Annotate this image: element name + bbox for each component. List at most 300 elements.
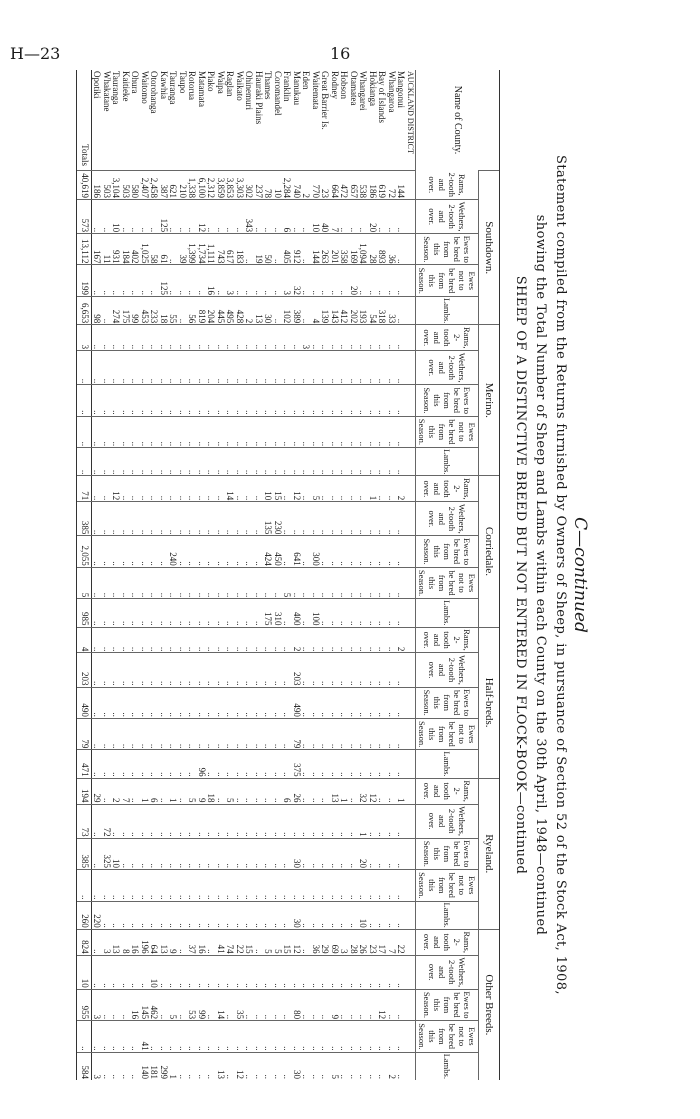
table-cell: .. bbox=[273, 265, 283, 297]
table-cell: .. bbox=[178, 416, 188, 448]
table-cell: .. bbox=[225, 1021, 235, 1053]
table-cell: 28 bbox=[349, 929, 359, 955]
table-cell: .. bbox=[197, 869, 207, 901]
table-cell: .. bbox=[206, 200, 216, 234]
table-cell: 6 bbox=[282, 778, 292, 804]
table-cell: 40 bbox=[320, 200, 330, 234]
table-cell: 495 bbox=[225, 297, 235, 325]
table-cell: 2 bbox=[301, 171, 311, 200]
table-cell: .. bbox=[168, 351, 178, 385]
table-row bbox=[187, 70, 197, 1080]
table-cell: .. bbox=[396, 448, 406, 476]
table-cell: .. bbox=[387, 200, 397, 234]
table-cell: .. bbox=[216, 502, 226, 536]
table-cell: .. bbox=[149, 200, 159, 234]
rotated-table-page bbox=[5, 70, 600, 1080]
table-cell: 6,100 bbox=[197, 171, 207, 200]
table-cell: .. bbox=[254, 476, 264, 502]
table-cell: .. bbox=[358, 476, 368, 502]
table-cell: .. bbox=[254, 929, 264, 955]
table-cell: .. bbox=[178, 599, 188, 627]
table-cell: .. bbox=[92, 750, 102, 778]
table-cell: 10 bbox=[111, 838, 121, 869]
table-cell: .. bbox=[168, 718, 178, 750]
table-cell: .. bbox=[216, 385, 226, 416]
table-cell: .. bbox=[206, 838, 216, 869]
table-cell: 14 bbox=[216, 989, 226, 1020]
table-cell: .. bbox=[244, 901, 254, 929]
table-cell: 12 bbox=[368, 778, 378, 804]
table-cell: .. bbox=[254, 653, 264, 687]
table-cell: 10 bbox=[111, 200, 121, 234]
table-cell: .. bbox=[168, 869, 178, 901]
table-cell: 619 bbox=[377, 171, 387, 200]
table-cell: .. bbox=[339, 901, 349, 929]
table-cell: 664 bbox=[330, 171, 340, 200]
table-cell: .. bbox=[225, 325, 235, 351]
table-cell: .. bbox=[273, 687, 283, 718]
table-cell: 79 bbox=[292, 718, 302, 750]
table-cell: .. bbox=[349, 448, 359, 476]
table-cell: .. bbox=[102, 1021, 112, 1053]
table-cell: .. bbox=[102, 502, 112, 536]
table-cell: .. bbox=[159, 416, 169, 448]
table-cell: .. bbox=[197, 901, 207, 929]
table-cell: .. bbox=[216, 804, 226, 838]
table-cell: .. bbox=[92, 200, 102, 234]
table-cell: .. bbox=[254, 778, 264, 804]
table-cell: .. bbox=[216, 1021, 226, 1053]
table-cell: .. bbox=[396, 200, 406, 234]
table-cell: .. bbox=[387, 1021, 397, 1053]
table-cell: 2 bbox=[396, 627, 406, 653]
table-cell: .. bbox=[330, 718, 340, 750]
table-cell: .. bbox=[235, 200, 245, 234]
table-cell: .. bbox=[263, 989, 273, 1020]
table-cell: .. bbox=[387, 750, 397, 778]
table-cell: .. bbox=[339, 627, 349, 653]
table-cell: .. bbox=[111, 265, 121, 297]
table-cell: .. bbox=[140, 804, 150, 838]
table-cell: .. bbox=[197, 351, 207, 385]
table-cell: .. bbox=[301, 448, 311, 476]
table-cell: .. bbox=[187, 718, 197, 750]
table-cell: 16 bbox=[130, 929, 140, 955]
table-cell: .. bbox=[225, 536, 235, 567]
table-cell: .. bbox=[102, 869, 112, 901]
table-cell: 186 bbox=[92, 171, 102, 200]
statement-title-line-3: SHEEP OF A DISTINCTIVE BREED BUT NOT ENTERED IN FLOCK-BOOK—continued bbox=[513, 275, 528, 875]
totals-row bbox=[77, 70, 92, 1080]
subcolumn-header: Lambs. bbox=[416, 1052, 479, 1080]
table-cell: .. bbox=[178, 929, 188, 955]
table-cell: .. bbox=[301, 536, 311, 567]
table-row bbox=[311, 70, 321, 1080]
table-cell: .. bbox=[121, 265, 131, 297]
totals-cell: 40,619 bbox=[77, 171, 92, 200]
county-name: Waitomo bbox=[140, 71, 150, 104]
table-cell: 37 bbox=[187, 929, 197, 955]
table-cell: 12 bbox=[235, 1052, 245, 1080]
table-cell: .. bbox=[339, 989, 349, 1020]
table-cell: .. bbox=[197, 838, 207, 869]
table-cell: .. bbox=[311, 955, 321, 989]
table-cell: 1,338 bbox=[187, 171, 197, 200]
county-name: Taupo bbox=[178, 71, 188, 94]
table-cell bbox=[406, 718, 416, 750]
table-cell: 1 bbox=[339, 778, 349, 804]
county-name: Rodney bbox=[330, 71, 340, 99]
table-cell: 2 bbox=[396, 476, 406, 502]
table-cell: 201 bbox=[330, 234, 340, 265]
breed-group-header: Corriedale. bbox=[479, 476, 500, 627]
table-cell: .. bbox=[206, 901, 216, 929]
table-cell: .. bbox=[178, 1021, 188, 1053]
sheep-breed-table bbox=[76, 70, 500, 1080]
table-cell: 23 bbox=[320, 171, 330, 200]
subcolumn-header: Rams, 2-tooth and over. bbox=[416, 171, 479, 200]
table-cell: 55 bbox=[168, 297, 178, 325]
table-cell: .. bbox=[187, 653, 197, 687]
table-cell: 490 bbox=[292, 687, 302, 718]
table-cell: .. bbox=[301, 416, 311, 448]
county-name: Waitemata bbox=[311, 71, 321, 110]
table-cell: .. bbox=[387, 778, 397, 804]
table-cell: 18 bbox=[206, 778, 216, 804]
table-cell: .. bbox=[187, 448, 197, 476]
table-cell: .. bbox=[102, 989, 112, 1020]
table-cell: .. bbox=[140, 476, 150, 502]
table-cell: 99 bbox=[197, 989, 207, 1020]
table-cell: .. bbox=[244, 718, 254, 750]
table-cell: 1 bbox=[168, 1052, 178, 1080]
table-cell: .. bbox=[206, 653, 216, 687]
subcolumn-header: Ewes to be bred from this Season. bbox=[416, 234, 479, 265]
table-cell: .. bbox=[197, 718, 207, 750]
table-cell: 2,407 bbox=[140, 171, 150, 200]
table-cell: .. bbox=[111, 536, 121, 567]
table-cell: .. bbox=[263, 200, 273, 234]
table-cell: .. bbox=[187, 1021, 197, 1053]
table-cell: .. bbox=[197, 955, 207, 989]
county-name: Hokianga bbox=[368, 71, 378, 106]
table-cell: .. bbox=[282, 901, 292, 929]
table-cell: .. bbox=[377, 955, 387, 989]
table-cell: .. bbox=[92, 929, 102, 955]
table-cell: .. bbox=[178, 1052, 188, 1080]
table-cell: 210 bbox=[178, 171, 188, 200]
table-cell: .. bbox=[149, 687, 159, 718]
table-cell: .. bbox=[140, 416, 150, 448]
table-cell: .. bbox=[320, 955, 330, 989]
table-cell: .. bbox=[282, 351, 292, 385]
totals-cell: 824 bbox=[77, 929, 92, 955]
table-cell: .. bbox=[273, 955, 283, 989]
table-cell: .. bbox=[387, 448, 397, 476]
table-cell: .. bbox=[368, 750, 378, 778]
table-cell: .. bbox=[159, 955, 169, 989]
table-cell: .. bbox=[121, 838, 131, 869]
table-cell: .. bbox=[368, 1052, 378, 1080]
table-cell: .. bbox=[197, 599, 207, 627]
table-cell: 1 bbox=[368, 476, 378, 502]
totals-cell: 3 bbox=[77, 325, 92, 351]
table-cell: .. bbox=[330, 804, 340, 838]
table-cell: .. bbox=[149, 838, 159, 869]
table-cell: .. bbox=[377, 901, 387, 929]
table-cell: .. bbox=[358, 385, 368, 416]
table-cell: .. bbox=[149, 901, 159, 929]
table-cell: .. bbox=[140, 599, 150, 627]
table-cell: .. bbox=[387, 687, 397, 718]
subcolumn-header: Lambs. bbox=[416, 599, 479, 627]
totals-cell: 5 bbox=[77, 567, 92, 599]
table-cell: .. bbox=[235, 476, 245, 502]
table-cell: .. bbox=[377, 1021, 387, 1053]
table-cell: 5 bbox=[187, 778, 197, 804]
table-cell: .. bbox=[387, 804, 397, 838]
totals-cell: 194 bbox=[77, 778, 92, 804]
table-cell: .. bbox=[377, 804, 387, 838]
table-cell: .. bbox=[254, 687, 264, 718]
totals-cell: 573 bbox=[77, 200, 92, 234]
table-cell: .. bbox=[339, 567, 349, 599]
table-cell: .. bbox=[216, 627, 226, 653]
table-cell: 2 bbox=[244, 297, 254, 325]
table-cell: .. bbox=[292, 955, 302, 989]
county-name: Ohura bbox=[130, 71, 141, 94]
table-cell: 183 bbox=[235, 234, 245, 265]
totals-cell: .. bbox=[77, 1021, 92, 1053]
table-cell: .. bbox=[292, 1021, 302, 1053]
table-cell: .. bbox=[273, 1052, 283, 1080]
table-cell: .. bbox=[339, 536, 349, 567]
table-cell: 169 bbox=[349, 234, 359, 265]
subcolumn-header: Ewes not to be bred from this Season. bbox=[416, 718, 479, 750]
county-name: Hobson bbox=[339, 71, 350, 100]
table-cell: .. bbox=[320, 385, 330, 416]
table-cell bbox=[406, 567, 416, 599]
table-cell: 30 bbox=[292, 838, 302, 869]
table-cell: .. bbox=[130, 718, 140, 750]
table-cell: 389 bbox=[292, 297, 302, 325]
table-cell: .. bbox=[235, 599, 245, 627]
table-cell: .. bbox=[349, 599, 359, 627]
table-cell: .. bbox=[216, 200, 226, 234]
table-cell: .. bbox=[244, 567, 254, 599]
table-cell: .. bbox=[111, 804, 121, 838]
table-row bbox=[111, 70, 121, 1080]
table-cell: .. bbox=[273, 750, 283, 778]
table-cell: .. bbox=[206, 627, 216, 653]
table-cell: .. bbox=[187, 1052, 197, 1080]
table-cell: 50 bbox=[263, 234, 273, 265]
table-cell: 1 bbox=[140, 778, 150, 804]
table-cell: .. bbox=[206, 929, 216, 955]
county-name: Kawhia bbox=[159, 71, 169, 99]
table-cell: .. bbox=[377, 599, 387, 627]
table-cell: .. bbox=[140, 653, 150, 687]
table-cell: .. bbox=[159, 718, 169, 750]
table-cell: .. bbox=[216, 653, 226, 687]
table-cell: .. bbox=[263, 351, 273, 385]
table-cell: .. bbox=[159, 599, 169, 627]
table-cell: 20 bbox=[368, 200, 378, 234]
table-cell: .. bbox=[159, 989, 169, 1020]
table-cell: .. bbox=[368, 325, 378, 351]
table-cell: .. bbox=[377, 778, 387, 804]
subcolumn-header: Ewes not to be bred from this Season. bbox=[416, 567, 479, 599]
table-cell: .. bbox=[368, 536, 378, 567]
table-cell: .. bbox=[339, 804, 349, 838]
table-cell: .. bbox=[349, 567, 359, 599]
county-name: Otamatea bbox=[349, 71, 359, 106]
table-cell bbox=[406, 804, 416, 838]
table-cell: .. bbox=[197, 567, 207, 599]
table-cell: .. bbox=[130, 265, 140, 297]
table-cell: .. bbox=[377, 448, 387, 476]
table-cell: .. bbox=[273, 385, 283, 416]
table-cell: .. bbox=[102, 536, 112, 567]
table-cell: .. bbox=[377, 476, 387, 502]
table-cell: 412 bbox=[339, 297, 349, 325]
table-cell: .. bbox=[263, 750, 273, 778]
table-cell: .. bbox=[330, 838, 340, 869]
totals-cell: 385 bbox=[77, 502, 92, 536]
table-cell: .. bbox=[225, 901, 235, 929]
table-cell: .. bbox=[254, 599, 264, 627]
table-cell: .. bbox=[235, 627, 245, 653]
table-cell: .. bbox=[235, 778, 245, 804]
table-cell: .. bbox=[301, 297, 311, 325]
table-cell: 186 bbox=[368, 171, 378, 200]
table-cell: .. bbox=[263, 718, 273, 750]
table-cell: 144 bbox=[311, 234, 321, 265]
table-cell: 300 bbox=[311, 536, 321, 567]
table-cell: .. bbox=[349, 627, 359, 653]
table-cell: .. bbox=[292, 869, 302, 901]
table-cell: .. bbox=[197, 1052, 207, 1080]
table-cell: 3 bbox=[102, 929, 112, 955]
table-cell: .. bbox=[178, 653, 188, 687]
table-cell: .. bbox=[121, 989, 131, 1020]
table-cell: .. bbox=[244, 804, 254, 838]
table-cell: .. bbox=[330, 653, 340, 687]
table-cell: .. bbox=[273, 989, 283, 1020]
table-cell: .. bbox=[168, 1021, 178, 1053]
table-cell: .. bbox=[187, 627, 197, 653]
table-cell: .. bbox=[197, 416, 207, 448]
county-name: Kaitieke bbox=[121, 71, 131, 102]
table-cell: .. bbox=[301, 989, 311, 1020]
table-cell: .. bbox=[282, 325, 292, 351]
table-cell: .. bbox=[273, 448, 283, 476]
table-cell: .. bbox=[216, 351, 226, 385]
table-row bbox=[168, 70, 178, 1080]
table-cell bbox=[406, 351, 416, 385]
table-cell: 12 bbox=[292, 476, 302, 502]
table-cell: .. bbox=[320, 1052, 330, 1080]
table-cell: .. bbox=[178, 804, 188, 838]
table-cell: 193 bbox=[358, 297, 368, 325]
table-cell: .. bbox=[263, 627, 273, 653]
table-cell: .. bbox=[358, 325, 368, 351]
table-cell: .. bbox=[339, 325, 349, 351]
table-cell: .. bbox=[273, 869, 283, 901]
table-cell: .. bbox=[206, 385, 216, 416]
table-cell: .. bbox=[301, 385, 311, 416]
table-cell: .. bbox=[102, 325, 112, 351]
table-cell: 8 bbox=[121, 929, 131, 955]
table-cell: .. bbox=[178, 627, 188, 653]
table-cell: .. bbox=[311, 567, 321, 599]
table-cell: .. bbox=[197, 653, 207, 687]
table-cell: .. bbox=[140, 502, 150, 536]
table-cell: .. bbox=[396, 750, 406, 778]
table-cell: .. bbox=[377, 869, 387, 901]
table-cell: .. bbox=[282, 750, 292, 778]
table-cell: 26 bbox=[292, 778, 302, 804]
table-cell: .. bbox=[263, 901, 273, 929]
table-cell: 2,284 bbox=[282, 171, 292, 200]
table-cell: .. bbox=[130, 778, 140, 804]
table-cell: .. bbox=[235, 838, 245, 869]
table-cell: .. bbox=[149, 325, 159, 351]
table-cell: .. bbox=[168, 325, 178, 351]
table-cell: .. bbox=[368, 599, 378, 627]
table-cell: .. bbox=[301, 627, 311, 653]
table-cell: .. bbox=[349, 989, 359, 1020]
table-cell: 125 bbox=[159, 200, 169, 234]
table-cell: .. bbox=[301, 502, 311, 536]
statement-title-line-1: Statement compiled from the Returns furnished by Owners of Sheep, in pursuance of Section 52 of the Stock Act, 1908, bbox=[553, 155, 568, 995]
table-cell: .. bbox=[273, 1021, 283, 1053]
subcolumn-header: Rams, 2-tooth and over. bbox=[416, 325, 479, 351]
table-cell: .. bbox=[273, 778, 283, 804]
table-cell: .. bbox=[92, 627, 102, 653]
table-cell bbox=[406, 200, 416, 234]
table-row bbox=[225, 70, 235, 1080]
table-cell: .. bbox=[187, 687, 197, 718]
table-cell: .. bbox=[102, 265, 112, 297]
table-cell bbox=[406, 502, 416, 536]
table-cell: 23 bbox=[368, 929, 378, 955]
table-cell: .. bbox=[311, 778, 321, 804]
table-cell: 1,094 bbox=[358, 234, 368, 265]
table-cell: .. bbox=[92, 718, 102, 750]
table-row bbox=[216, 70, 226, 1080]
table-cell: .. bbox=[140, 536, 150, 567]
table-cell: 175 bbox=[263, 599, 273, 627]
table-cell: .. bbox=[244, 1021, 254, 1053]
table-cell: 13 bbox=[216, 1052, 226, 1080]
table-cell: 1 bbox=[168, 778, 178, 804]
table-cell: .. bbox=[178, 536, 188, 567]
table-row bbox=[197, 70, 207, 1080]
table-cell: .. bbox=[159, 838, 169, 869]
table-cell: .. bbox=[254, 955, 264, 989]
table-cell: .. bbox=[349, 502, 359, 536]
table-cell: 61 bbox=[159, 234, 169, 265]
breed-group-header: Half-breds. bbox=[479, 627, 500, 778]
table-cell: .. bbox=[282, 448, 292, 476]
county-name: Rotorua bbox=[187, 71, 198, 100]
table-cell: .. bbox=[111, 416, 121, 448]
totals-cell: .. bbox=[77, 869, 92, 901]
table-cell: .. bbox=[330, 687, 340, 718]
county-name: Great Barrier Is. bbox=[320, 71, 331, 130]
table-cell: .. bbox=[330, 325, 340, 351]
